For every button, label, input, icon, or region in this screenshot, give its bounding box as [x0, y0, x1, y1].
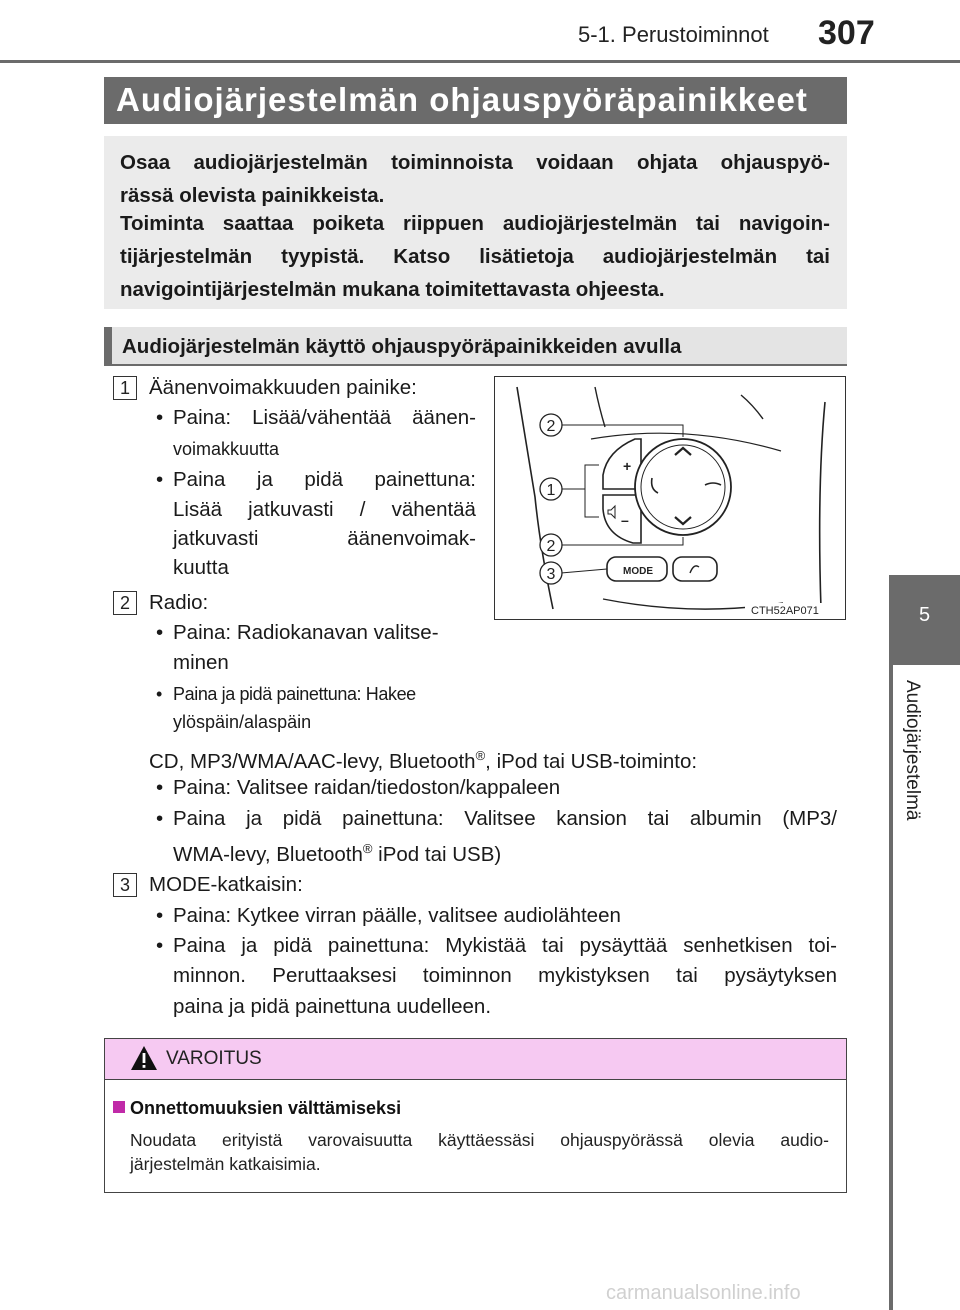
item-3-bullet-2-cont: paina ja pidä painettuna uudelleen.: [173, 995, 492, 1018]
item-2-bullet-1-cont: minen: [173, 651, 229, 674]
item-3-bullet-2-cont: minnon. Peruttaaksesi toiminnon mykistyksen tai pysäytyksen: [173, 964, 837, 987]
bullet: •: [156, 776, 164, 799]
intro-line: Toiminta saattaa poiketa riippuen audiojärjestelmän tai navigoin-: [120, 212, 830, 235]
item-3-bullet-1: Paina: Kytkee virran päälle, valitsee audiolähteen: [173, 904, 621, 927]
item-3-bullet-2: Paina ja pidä painettuna: Mykistää tai pysäyttää senhetkisen toi-: [173, 934, 837, 957]
item-badge-1: 1: [113, 376, 137, 400]
minus-label: –: [621, 512, 629, 528]
cd-heading: CD, MP3/WMA/AAC-levy, Bluetooth®, iPod tai USB-toiminto:: [149, 748, 698, 773]
chapter-number: 5: [918, 604, 931, 626]
intro-line: rässä olevista painikkeista.: [120, 184, 385, 207]
subheading-rule: [104, 364, 847, 366]
callout-number: 2: [546, 538, 556, 555]
cd-bullet-2: Paina ja pidä painettuna: Valitsee kansion tai albumin (MP3/: [173, 807, 837, 830]
warning-square-icon: [113, 1101, 125, 1113]
item-2-bullet-2: Paina ja pidä painettuna: Hakee: [173, 684, 416, 704]
bullet: •: [156, 904, 164, 927]
warning-body-cont: järjestelmän katkaisimia.: [130, 1154, 321, 1174]
item-1-bullet-2-cont: jatkuvasti äänenvoimak-: [173, 527, 476, 550]
callout-line: [561, 465, 599, 489]
item-1-heading: Äänenvoimakkuuden painike:: [149, 376, 417, 399]
chapter-rule: [889, 665, 893, 1310]
watermark: carmanualsonline.info: [606, 1282, 801, 1304]
steering-switch-figure: [494, 376, 846, 620]
item-1-bullet-2-cont: kuutta: [173, 556, 229, 579]
chapter-label: Audiojärjestelmä: [902, 680, 923, 821]
bullet: •: [156, 406, 164, 429]
callout-number: 1: [546, 482, 556, 499]
page-title: Audiojärjestelmän ohjauspyöräpainikkeet: [116, 81, 808, 118]
wheel-outline: [820, 402, 825, 609]
steering-switch-illustration: [495, 377, 844, 618]
callout-line: [561, 569, 607, 573]
item-badge-3: 3: [113, 873, 137, 897]
warning-body: Noudata erityistä varovaisuutta käyttäessäsi ohjauspyörässä olevia audio-: [130, 1130, 829, 1150]
header-rule: [0, 60, 960, 63]
intro-line: Osaa audiojärjestelmän toiminnoista voidaan ohjata ohjauspyö-: [120, 151, 830, 174]
section-header: 5-1. Perustoiminnot: [578, 22, 769, 47]
cd-bullet-1: Paina: Valitsee raidan/tiedoston/kappaleen: [173, 776, 561, 799]
wheel-outline: [741, 395, 763, 419]
page-number: 307: [818, 14, 875, 52]
item-3-heading: MODE-katkaisin:: [149, 873, 303, 896]
cd-bullet-2-cont: WMA-levy, Bluetooth® iPod tai USB): [173, 841, 502, 866]
subheading-accent: [104, 327, 112, 365]
bullet: •: [156, 934, 164, 957]
item-badge-2: 2: [113, 591, 137, 615]
callout-number: 3: [546, 566, 556, 583]
bullet: •: [156, 468, 164, 491]
item-1-bullet-1: Paina: Lisää/vähentää äänen-: [173, 406, 476, 429]
item-1-bullet-2: Paina ja pidä painettuna:: [173, 468, 476, 491]
control-pad: [635, 439, 731, 535]
intro-line: navigointijärjestelmän mukana toimitettavasta ohjeesta.: [120, 278, 665, 301]
callout-number: 2: [546, 418, 556, 435]
item-1-bullet-2-cont: Lisää jatkuvasti / vähentää: [173, 498, 476, 521]
bullet: •: [156, 621, 164, 644]
wheel-outline: [595, 387, 605, 427]
item-2-heading: Radio:: [149, 591, 209, 614]
bullet: •: [156, 684, 163, 704]
warning-triangle-icon: [129, 1044, 159, 1072]
item-1-bullet-1-cont: voimakkuutta: [173, 439, 280, 459]
voice-button: [673, 557, 717, 581]
item-2-bullet-2-cont: ylöspäin/alaspäin: [173, 712, 312, 732]
plus-label: +: [623, 458, 632, 474]
warning-subheading: Onnettomuuksien välttämiseksi: [130, 1098, 402, 1118]
bullet: •: [156, 807, 164, 830]
item-2-bullet-1: Paina: Radiokanavan valitse-: [173, 621, 439, 644]
subheading: Audiojärjestelmän käyttö ohjauspyöräpainikkeiden avulla: [122, 335, 682, 358]
intro-line: tijärjestelmän tyypistä. Katso lisätietoja audiojärjestelmän tai: [120, 245, 830, 268]
callout-line: [585, 489, 599, 517]
figure-code: CTH52AP071: [751, 605, 819, 617]
warning-label: VAROITUS: [166, 1048, 262, 1069]
mode-label: MODE: [623, 566, 653, 577]
